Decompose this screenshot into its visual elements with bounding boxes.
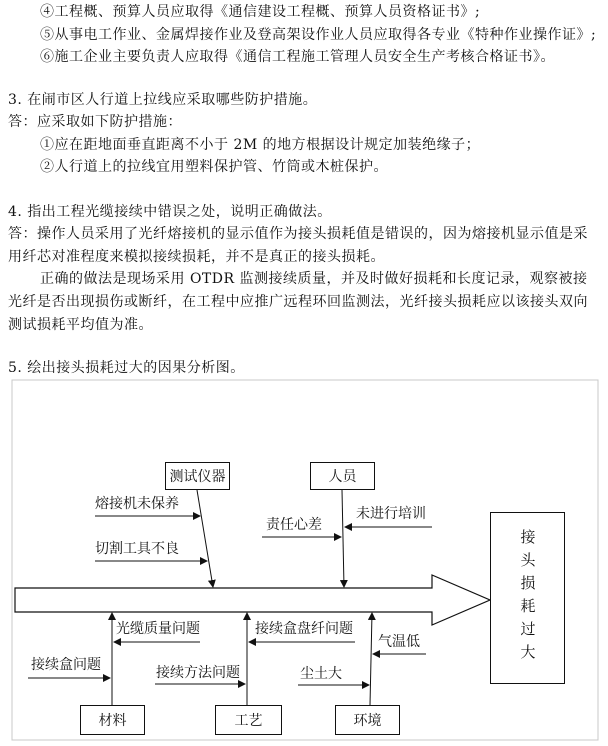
question-4: 4. 指出工程光缆接续中错误之处，说明正确做法。 <box>8 204 332 220</box>
effect-label: 接头损耗过大 <box>518 529 537 667</box>
cause-process-2: 接续方法问题 <box>156 665 240 681</box>
question-5: 5. 绘出接头损耗过大的因果分析图。 <box>8 360 245 376</box>
cause-environment-1: 气温低 <box>378 634 420 650</box>
fishbone-diagram <box>0 378 608 746</box>
top-item-4: ④工程概、预算人员应取得《通信建设工程概、预算人员资格证书》; <box>40 4 481 20</box>
answer-4-line-1: 答：操作人员采用了光纤熔接机的显示值作为接头损耗值是错误的，因为熔接机显示值是采 <box>8 226 588 242</box>
top-item-6: ⑥施工企业主要负责人应取得《通信工程施工管理人员安全生产考核合格证书》。 <box>40 49 555 65</box>
answer-3-item-2: ②人行道上的拉线宜用塑料保护管、竹筒或木桩保护。 <box>40 159 388 175</box>
cause-material-2: 接续盒问题 <box>31 657 101 673</box>
cause-personnel-2: 未进行培训 <box>356 506 426 522</box>
cause-process-1: 接续盒盘纤问题 <box>255 621 353 637</box>
answer-4-correct-line-3: 测试损耗平均值为准。 <box>8 317 153 333</box>
category-environment: 环境 <box>335 705 400 735</box>
bone-personnel <box>342 490 344 587</box>
main-spine-arrow <box>15 575 490 625</box>
cause-environment-2: 尘土大 <box>300 666 342 682</box>
top-item-5: ⑤从事电工作业、金属焊接作业及登高架设作业人员应取得各专业《特种作业操作证》; <box>40 27 597 43</box>
bone-environment <box>370 613 372 705</box>
cause-personnel-1: 责任心差 <box>266 517 322 533</box>
cause-material-1: 光缆质量问题 <box>116 621 200 637</box>
answer-4-correct-line-1: 正确的做法是现场采用 OTDR 监测接续质量，并及时做好损耗和长度记录，观察被接 <box>40 271 588 287</box>
answer-3-item-1: ①应在距地面垂直距离不小于 2M 的地方根据设计规定加装绝缘子； <box>40 137 481 153</box>
category-process: 工艺 <box>215 705 282 735</box>
answer-4-correct-line-2: 光纤是否出现损伤或断纤，在工程中应推广远程环回监测法，光纤接头损耗应以该接头双向 <box>8 294 588 310</box>
category-personnel: 人员 <box>310 462 375 490</box>
answer-3-intro: 答：应采取如下防护措施： <box>8 114 182 130</box>
category-instrument: 测试仪器 <box>165 462 230 490</box>
answer-4-line-2: 用纤芯对准程度来模拟接续损耗，并不是真正的接头损耗。 <box>8 249 385 265</box>
bone-instrument <box>197 490 213 587</box>
question-3: 3. 在闹市区人行道上拉线应采取哪些防护措施。 <box>8 92 318 108</box>
cause-instrument-2: 切割工具不良 <box>95 541 179 557</box>
cause-instrument-1: 熔接机未保养 <box>95 496 179 512</box>
category-material: 材料 <box>80 705 145 735</box>
effect-box <box>490 512 565 684</box>
